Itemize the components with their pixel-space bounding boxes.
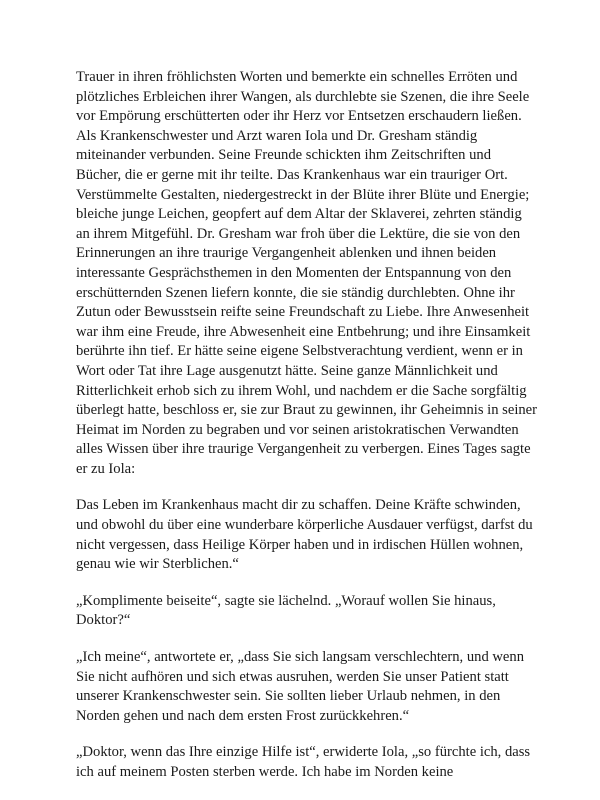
paragraph-2: Das Leben im Krankenhaus macht dir zu schaffen. Deine Kräfte schwinden, und obwohl du über eine wunderbare körperliche Ausdauer verfügst, darfst du nicht vergessen, dass Heilige Körper haben und in irdischen Hüllen wohnen, genau wie wir Sterblichen.“ [76, 497, 533, 573]
document-page [76, 68, 538, 800]
paragraph-4: „Ich meine“, antwortete er, „dass Sie sich langsam verschlechtern, und wenn Sie nicht aufhören und sich etwas ausruhen, werden Sie unser Patient statt unserer Krankenschwester sein. Sie sollten lieber Urlaub nehmen, in den Norden gehen und nach dem ersten Frost zurückkehren.“ [76, 649, 525, 724]
paragraph-1: Trauer in ihren fröhlichsten Worten und bemerkte ein schnelles Erröten und plötzliches Erbleichen ihrer Wangen, als durchlebte sie Szenen, die ihre Seele vor Empörung erschütterten oder ihr Herz vor Entsetzen erschaudern ließen. Als Krankenschwester und Arzt waren Iola und Dr. Gresham ständig miteinander verbunden. Seine Freunde schickten ihm Zeitschriften und Bücher, die er gerne mit ihr teilte. Das Krankenhaus war ein trauriger Ort. Verstümmelte Gestalten, niedergestreckt in der Blüte ihrer Blüte und Energie; bleiche junge Leichen, geopfert auf dem Altar der Sklaverei, zehrten ständig an ihrem Mitgefühl. Dr. Gresham war froh über die Lektüre, die sie von den Erinnerungen an ihre traurige Vergangenheit ablenken und ihnen beiden interessante Gesprächsthemen in den Momenten der Entspannung von den erschütternden Szenen liefern konnte, die sie ständig durchlebten. Ohne ihr Zutun oder Bewusstsein reifte seine Freundschaft zu Liebe. Ihre Anwesenheit war ihm eine Freude, ihre Abwesenheit eine Entbehrung; und ihre Einsamkeit berührte ihn tief. Er hätte seine eigene Selbstverachtung verdient, wenn er in Wort oder Tat ihre Lage ausgenutzt hätte. Seine ganze Männlichkeit und Ritterlichkeit erhob sich zu ihrem Wohl, und nachdem er die Sache sorgfältig überlegt hatte, beschloss er, sie zur Braut zu gewinnen, ihr Geheimnis in seiner Heimat im Norden zu begraben und vor seinen aristokratischen Verwandten alles Wissen über ihre traurige Vergangenheit zu verbergen. Eines Tages sagte er zu Iola: [76, 69, 538, 477]
paragraph-5: „Doktor, wenn das Ihre einzige Hilfe ist“, erwiderte Iola, „so fürchte ich, dass ich auf meinem Posten sterben werde. Ich habe im Norden keine [76, 744, 531, 780]
paragraph-3: „Komplimente beiseite“, sagte sie lächelnd. „Worauf wollen Sie hinaus, Doktor?“ [76, 592, 496, 629]
